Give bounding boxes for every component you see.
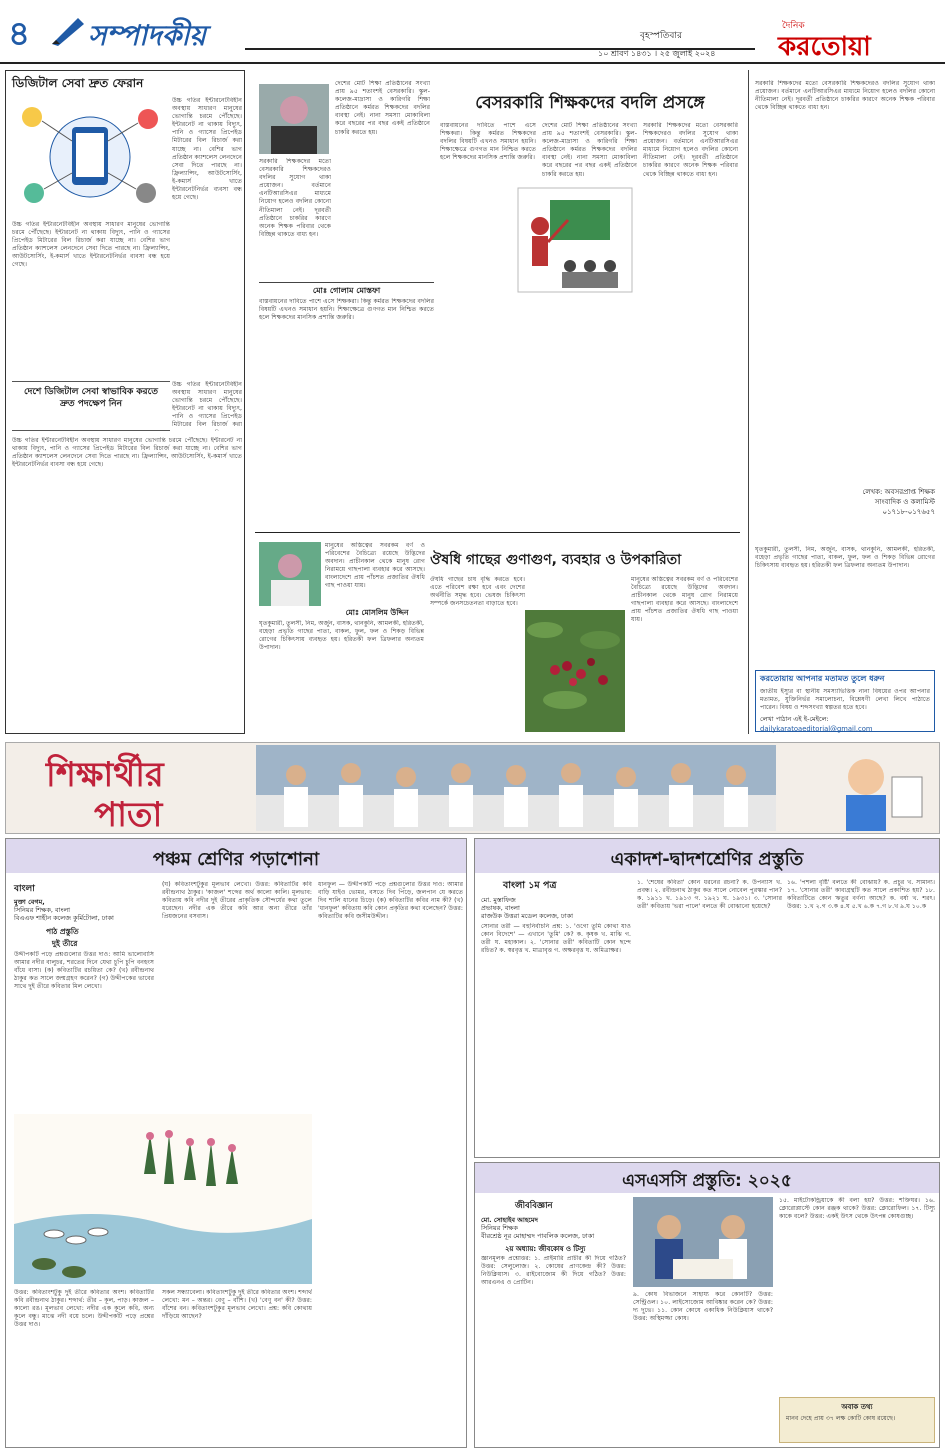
article-col-2: ঔষধি গাছের চাষ বৃদ্ধি করতে হবে। এতে পরিবেশ রক্ষা হবে এবং দেশের অর্থনীতি সমৃদ্ধ হবে। ভেষজ চিকিৎসা সম্পর্কে জনসচেতনতা বাড়াতে হবে। — [430, 576, 525, 608]
teacher-role: প্রভাষক, বাংলা — [481, 904, 520, 912]
right-col-text-2: ঘৃতকুমারী, তুলসী, নিম, অর্জুন, বাসক, থানকুনি, আমলকী, হরিতকী, বহেড়া প্রভৃতি গাছের পাতা, বাকল, ফুল, ফল ও শিকড় বিভিন্ন রোগের চিকিৎসায় ব্যবহৃত হয়। হরিতকী ফল ত্রিফলার অন্যতম উপাদান। — [755, 546, 935, 570]
author-photo — [259, 84, 329, 154]
byline-phone: ০১৭১৮-০১৭৬৫৭ — [882, 508, 935, 516]
article-title: ঔষধি গাছের গুণাগুণ, ব্যবহার ও উপকারিতা — [430, 552, 682, 568]
subject-label: বাংলা — [14, 884, 35, 894]
masthead — [0, 0, 945, 62]
article-col-1-cont: সরকারি শিক্ষকদের মতো বেসরকারি শিক্ষকদেরও বদলির সুযোগ থাকা প্রয়োজন। বর্তমানে এনটিআরসিএর মাধ্যমে নিয়োগ হলেও বদলির কোনো নীতিমালা নেই। দূরবর্তী প্রতিষ্ঠানে চাকরির কারণে অনেক শিক্ষক পরিবার থেকে বিচ্ছিন্ন থাকতে বাধ্য হন। — [259, 158, 331, 238]
contribute-email[interactable]: dailykaratoaeditorial@gmail.com — [760, 725, 873, 733]
article-col-1: দেশের মোট শিক্ষা প্রতিষ্ঠানের সংখ্যা প্রায় ৯৫ শতাংশই বেসরকারি। স্কুল-কলেজ-মাদ্রাসা ও কারিগরি শিক্ষা প্রতিষ্ঠানে কর্মরত শিক্ষকদের বদলির ব্যবস্থা নেই। নানা সমস্যা মোকাবিলা করে বছরের পর বছর একই প্রতিষ্ঠানে চাকরি করতে হয়। — [335, 80, 430, 136]
poem-title: দুই তীরে — [52, 939, 78, 948]
river-illustration — [14, 1114, 312, 1284]
article-body: উচ্চ গতির ইন্টারনেটবিহীন অবস্থায় সাধারণ মানুষের ভোগান্তি চরমে পৌঁছেছে। ইন্টারনেট না থাকায় বিদ্যুৎ, পানি ও গ্যাসের প্রিপেইড মিটারের বিল রিচার্জ করা যাচ্ছে না। বেশির ভাগ প্রতিষ্ঠান ক্যাশলেস লেনদেনে সেবা দিতে পারছে না। ফ্রিল্যান্সিং, আউটসোর্সিং, ই-কমার্স খাতে ইন্টারনেটনির্ভর ব্যবসা বন্ধ হয়ে গেছে। — [12, 221, 170, 269]
digital-service-article — [5, 70, 245, 734]
author-photo-2 — [259, 542, 321, 606]
right-col-text: সরকারি শিক্ষকদের মতো বেসরকারি শিক্ষকদেরও বদলির সুযোগ থাকা প্রয়োজন। বর্তমানে এনটিআরসিএর মাধ্যমে নিয়োগ হলেও বদলির কোনো নীতিমালা নেই। দূরবর্তী প্রতিষ্ঠানে চাকরির কারণে অনেক শিক্ষক পরিবার থেকে বিচ্ছিন্ন থাকতে বাধ্য হন। — [755, 80, 935, 112]
students-study-photo — [633, 1197, 773, 1287]
ssc-col-a: জ্ঞানমূলক প্রশ্নোত্তর: ১. প্রাইমারি প্রাচীর কী দিয়ে গঠিত? উত্তর: সেলুলোজ। ২. কোষের প্রাণকেন্দ্র কী? উত্তর: নিউক্লিয়াস। ৩. রাইবোজোম কী দিয়ে গঠিত? উত্তর: আরএনএ ও প্রোটিন। — [481, 1255, 626, 1287]
class11-col-a: সোনার তরী — বহুনির্বাচনি প্রশ্ন: ১. 'ওগো তুমি কোথা যাও কোন বিদেশে' — এখানে 'তুমি' কে? ক. কৃষক খ. মাঝি গ. তরী ঘ. মহাকাল। ২. 'সোনার তরী' কবিতাটি কোন ছন্দে রচিত? ক. স্বরবৃত্ত খ. মাত্রাবৃত্ত গ. অক্ষরবৃত্ত ঘ. অমিত্রাক্ষর। — [481, 923, 631, 955]
teacher-school: বিএএফ শাহীন কলেজ কুর্মিটোলা, ঢাকা — [14, 914, 114, 922]
teacher-name: মো. মুস্তাফিজ — [481, 896, 516, 904]
class11-col-c: ১৬. 'পশলা বৃষ্টি' বলতে কী বোঝায়? ক. প্রচুর খ. সামান্য। ১৭. 'সোনার তরী' কাব্যগ্রন্থটি কত সালে প্রকাশিত হয়? ১৮. কবিতাটিতে কোন ঋতুর বর্ণনা আছে? ক. বর্ষা খ. শরৎ। উত্তর: ১.খ ২.গ ৩.ক ৪.ঘ ৫.খ ৬.ক ৭.গ ৮.খ ৯.ঘ ১০.ক — [787, 879, 935, 911]
teacher-name: মুক্তা বেগম, — [14, 898, 45, 906]
article-col-3: মানুষের অস্তিত্বের সবরকম বর্ণ ও পরিবেশের বৈচিত্র্যে রয়েছে উদ্ভিদের অবদান। প্রাচীনকাল থেকে মানুষ রোগ নিরাময়ে গাছপালা ব্যবহার করে আসছে। বাংলাদেশে প্রায় পাঁচশত প্রজাতির ঔষধি গাছ পাওয়া যায়। — [631, 576, 738, 624]
contribute-text: জাতীয় ইস্যুর বা স্থানীয় সমস্যাভিত্তিক নানা বিষয়ের ওপর আপনার মতামত, যুক্তিনির্ভর সমালোচনা, বিশ্লেষণী লেখা লিখে পাঠাতে পারেন। বিষয় ও শব্দসংখ্যা স্বল্পতর হতে হবে। — [760, 688, 930, 712]
teacher-role: সিনিয়র শিক্ষক, বাংলা — [14, 906, 71, 914]
subject-label: জীববিজ্ঞান — [515, 1201, 553, 1211]
student-page-banner — [5, 742, 940, 834]
pull-quote-text: দেশে ডিজিটাল সেবা স্বাভাবিক করতে দ্রুত পদক্ষেপ নিন — [23, 387, 158, 409]
teacher-role: সিনিয়র শিক্ষক — [481, 1224, 518, 1232]
paper-name-small: দৈনিক — [782, 21, 805, 31]
fact-title: অবাক তথ্য — [841, 1403, 873, 1411]
fact-text: মানব দেহে প্রায় ৩৭ লক্ষ কোটি কোষ রয়েছে। — [786, 1415, 896, 1422]
teacher-school: বীরশ্রেষ্ঠ নূর মোহাম্মদ পাবলিক কলেজ, ঢাকা — [481, 1232, 595, 1240]
masthead-day: বৃহস্পতিবার — [640, 31, 682, 41]
fact-box — [779, 1397, 935, 1443]
page-number: ৪ — [8, 14, 31, 54]
section-title: এসএসসি প্রস্তুতি: ২০২৫ — [622, 1171, 792, 1191]
teacher-school: রাজউক উত্তরা মডেল কলেজ, ঢাকা — [481, 912, 574, 920]
class5-col-a: উদ্দীপকটি পড়ে প্রশ্নগুলোর উত্তর দাও: আমি ভালোবাসি আমার নদীর বালুচর, শরতের দিনে যেথা চুপি চুপি বনহংস বাঁধে বাসা। (ক) কবিতাটির রচয়িতা কে? (খ) রবীন্দ্রনাথ ঠাকুর কত সালে জন্মগ্রহণ করেন? (গ) উদ্দীপকের ভাবের সাথে দুই তীরে কবিতার মিল লেখো। — [14, 951, 154, 991]
article-col-1-lower: বাস্তবায়নের দাবিতে পাশে এসে শিক্ষকরা। কিন্তু কর্মরত শিক্ষকদের বদলির বিষয়টি এখনও সমাধান হয়নি। শিক্ষাক্ষেত্রে গুণগত মান নিশ্চিত করতে হলে শিক্ষকদের মানসিক প্রশান্তি জরুরি। — [259, 298, 434, 322]
article-col-4: সরকারি শিক্ষকদের মতো বেসরকারি শিক্ষকদেরও বদলির সুযোগ থাকা প্রয়োজন। বর্তমানে এনটিআরসিএর মাধ্যমে নিয়োগ হলেও বদলির কোনো নীতিমালা নেই। দূরবর্তী প্রতিষ্ঠানে চাকরির কারণে অনেক শিক্ষক পরিবার থেকে বিচ্ছিন্ন থাকতে বাধ্য হন। — [643, 122, 738, 178]
article-body-3: উচ্চ গতির ইন্টারনেটবিহীন অবস্থায় সাধারণ মানুষের ভোগান্তি চরমে পৌঁছেছে। ইন্টারনেট না থাকায় বিদ্যুৎ, পানি ও গ্যাসের প্রিপেইড মিটারের বিল রিচার্জ করা যাচ্ছে না। বেশির ভাগ প্রতিষ্ঠান ক্যাশলেস লেনদেনে সেবা দিতে পারছে না। ফ্রিল্যান্সিং, আউটসোর্সিং, ই-কমার্স খাতে ইন্টারনেটনির্ভর ব্যবসা বন্ধ হয়ে গেছে। — [12, 437, 242, 469]
author-name: মোঃ মোসলিম উদ্দিন — [345, 608, 409, 617]
class5-lower-b: সকল সন্ধ্যাবেলা। কবিতাংশটুকু দুই তীরে কবিতার অংশ। শব্দার্থ লেখো: মন – অন্তর। বেণু – বাঁশি। (খ) 'বেণু বন' কী? উত্তর: বাঁশের বন। কবিতাংশটুকুর মূলভাব লেখো। প্রশ্ন: কবি কোথায় দাঁড়িয়ে আছেন? — [162, 1289, 312, 1321]
masthead-bottom-rule — [0, 62, 945, 64]
right-column-mid — [748, 540, 940, 734]
teacher-illustration — [510, 180, 640, 300]
byline-role: সাংবাদিক ও কলামিস্ট — [874, 498, 935, 506]
students-photo — [256, 745, 776, 831]
contribute-title: করতোয়ায় আপনার মতামত তুলে ধরুন — [760, 674, 885, 683]
contribute-email-label: লেখা পাঠান এই ই-মেইলে: — [760, 715, 829, 723]
teachers-transfer-article — [255, 70, 740, 530]
author-name: মোঃ গোলাম মোস্তফা — [259, 282, 434, 298]
article-title: ডিজিটাল সেবা দ্রুত ফেরান — [12, 76, 144, 90]
ssc-section — [474, 1162, 940, 1448]
paper-logo: করতোয়া — [778, 32, 871, 62]
class5-col-b: (ঘ) কবিতাংশটুকুর মূলভাব লেখো। উত্তর: কবিতাটির কবি রবীন্দ্রনাথ ঠাকুর। 'কাজল' শব্দের অর্থ কালো কালি। মূলভাব: কবিতায় কবি নদীর দুই তীরের প্রাকৃতিক সৌন্দর্যের কথা তুলে ধরেছেন। নদীর এক তীরে কবি আর অন্য তীরে তাঁর প্রিয়জনের বসবাস। — [162, 881, 312, 921]
class11-section — [474, 838, 940, 1158]
ssc-col-c: ১৫. মাইটোকন্ড্রিয়াকে কী বলা হয়? উত্তর: শক্তিঘর। ১৬. ক্লোরোপ্লাস্টে কোন রঞ্জক থাকে? উত্তর: ক্লোরোফিল। ১৭. টিস্যু কাকে বলে? উত্তর: একই উৎস থেকে উৎপন্ন কোষগুচ্ছ। — [779, 1197, 935, 1221]
article-col-1: মানুষের অস্তিত্বের সবরকম বর্ণ ও পরিবেশের বৈচিত্র্যে রয়েছে উদ্ভিদের অবদান। প্রাচীনকাল থেকে মানুষ রোগ নিরাময়ে গাছপালা ব্যবহার করে আসছে। বাংলাদেশে প্রায় পাঁচশত প্রজাতির ঔষধি গাছ পাওয়া যায়। — [325, 542, 425, 590]
section-title: একাদশ-দ্বাদশশ্রেণির প্রস্তুতি — [610, 849, 804, 870]
byline-author: লেখক: অবসরপ্রাপ্ত শিক্ষক — [862, 488, 935, 496]
mascot-illustration — [796, 747, 936, 831]
medicinal-plants-article — [255, 540, 740, 734]
section-header — [475, 1163, 939, 1193]
digital-illustration — [12, 97, 168, 215]
article-col-3: দেশের মোট শিক্ষা প্রতিষ্ঠানের সংখ্যা প্রায় ৯৫ শতাংশই বেসরকারি। স্কুল-কলেজ-মাদ্রাসা ও কারিগরি শিক্ষা প্রতিষ্ঠানে কর্মরত শিক্ষকদের বদলির ব্যবস্থা নেই। নানা সমস্যা মোকাবিলা করে বছরের পর বছর একই প্রতিষ্ঠানে চাকরি করতে হয়। — [542, 122, 637, 178]
article-body-2: উচ্চ গতির ইন্টারনেটবিহীন অবস্থায় সাধারণ মানুষের ভোগান্তি চরমে পৌঁছেছে। ইন্টারনেট না থাকায় বিদ্যুৎ, পানি ও গ্যাসের প্রিপেইড মিটারের বিল রিচার্জ করা — [172, 381, 242, 429]
plant-photo — [525, 610, 625, 732]
section-title: সম্পাদকীয় — [88, 19, 206, 52]
chapter-label: ২য় অধ্যায়: জীবকোষ ও টিস্যু — [505, 1245, 586, 1253]
teacher-name: মো. সোহাইব আহমেদ — [481, 1216, 538, 1224]
masthead-date: ১০ শ্রাবণ ১৪৩১ । ২৫ জুলাই ২০২৪ — [598, 49, 716, 58]
article-divider — [255, 532, 740, 533]
right-column-top — [748, 70, 940, 540]
banner-title-1: শিক্ষার্থীর — [46, 755, 164, 795]
class5-lower-a: উত্তর: কবিতাংশটুকু দুই তীরে কবিতার অংশ। কবিতাটির কবি রবীন্দ্রনাথ ঠাকুর। শব্দার্থ: তীর – কূল, পাড়। কাজল – কালো রঙ। মূলভাব লেখো: নদীর এক কূলে কবি, অন্য কূলে বন্ধু। মাঝে নদী বয়ে চলে। উদ্দীপকটি পড়ে প্রশ্নের উত্তর দাও। — [14, 1289, 154, 1329]
ssc-col-b: ৯. কোষ বিভাজনে সাহায্য করে কোনটি? উত্তর: সেন্ট্রিওল। ১০. লাইসোজোম আবিষ্কার করেন কে? উত্তর: দ্য দুভে। ১১. কোন কোষে একাধিক নিউক্লিয়াস থাকে? উত্তর: অস্থিমজ্জা কোষ। — [633, 1291, 773, 1323]
section-title: পঞ্চম শ্রেণির পড়াশোনা — [152, 849, 320, 870]
class5-col-c: ধানফুল — উদ্দীপকটি পড়ে প্রশ্নগুলোর উত্তর দাও: আমার বাড়ি যাইও ভোমর, বসতে দিব পিঁড়ে, জলপান যে করতে দিব শালি ধানের চিড়ে। (ক) কবিতাটির কবির নাম কী? (খ) 'ধানফুল' কবিতায় কবি কোন প্রকৃতির কথা বলেছেন? উত্তর: কবিতাটির কবি জসীমউদ্দীন। — [318, 881, 463, 921]
section-header — [475, 839, 939, 873]
article-col-1-lower: ঘৃতকুমারী, তুলসী, নিম, অর্জুন, বাসক, থানকুনি, আমলকী, হরিতকী, বহেড়া প্রভৃতি গাছের পাতা, বাকল, ফুল, ফল ও শিকড় বিভিন্ন রোগের চিকিৎসায় ব্যবহৃত হয়। হরিতকী ফল ত্রিফলার অন্যতম উপাদান। — [259, 620, 424, 652]
pen-icon — [48, 14, 88, 52]
article-title: বেসরকারি শিক্ষকদের বদলি প্রসঙ্গে — [475, 93, 705, 113]
article-col-2: বাস্তবায়নের দাবিতে পাশে এসে শিক্ষকরা। কিন্তু কর্মরত শিক্ষকদের বদলির বিষয়টি এখনও সমাধান হয়নি। শিক্ষাক্ষেত্রে গুণগত মান নিশ্চিত করতে হলে শিক্ষকদের মানসিক প্রশান্তি জরুরি। — [440, 122, 536, 162]
lesson-label: পাঠ প্রস্তুতি — [46, 927, 79, 936]
class5-section — [5, 838, 467, 1448]
pull-quote — [12, 381, 170, 431]
class11-col-b: ১. 'শেষের কবিতা' কোন ধরনের রচনা? ক. উপন্যাস খ. প্রবন্ধ। ২. রবীন্দ্রনাথ ঠাকুর কত সালে নোবেল পুরস্কার পান? ক. ১৯১১ খ. ১৯১৩ গ. ১৯২১ ঘ. ১৯৩১। ৩. 'সোনার তরী' কবিতায় 'ভরা পালে' বলতে কী বোঝানো হয়েছে? — [637, 879, 782, 911]
article-intro: উচ্চ গতির ইন্টারনেটবিহীন অবস্থায় সাধারণ মানুষের ভোগান্তি চরমে পৌঁছেছে। ইন্টারনেট না থাকায় বিদ্যুৎ, পানি ও গ্যাসের প্রিপেইড মিটারের বিল রিচার্জ করা যাচ্ছে না। বেশির ভাগ প্রতিষ্ঠান ক্যাশলেস লেনদেনে সেবা দিতে পারছে না। ফ্রিল্যান্সিং, আউটসোর্সিং, ই-কমার্স খাতে ইন্টারনেটনির্ভর ব্যবসা বন্ধ হয়ে গেছে। — [172, 97, 242, 202]
contribute-box — [755, 670, 935, 732]
subject-label: বাংলা ১ম পত্র — [503, 880, 557, 891]
section-header — [6, 839, 466, 873]
banner-title-2: পাতা — [94, 795, 163, 835]
